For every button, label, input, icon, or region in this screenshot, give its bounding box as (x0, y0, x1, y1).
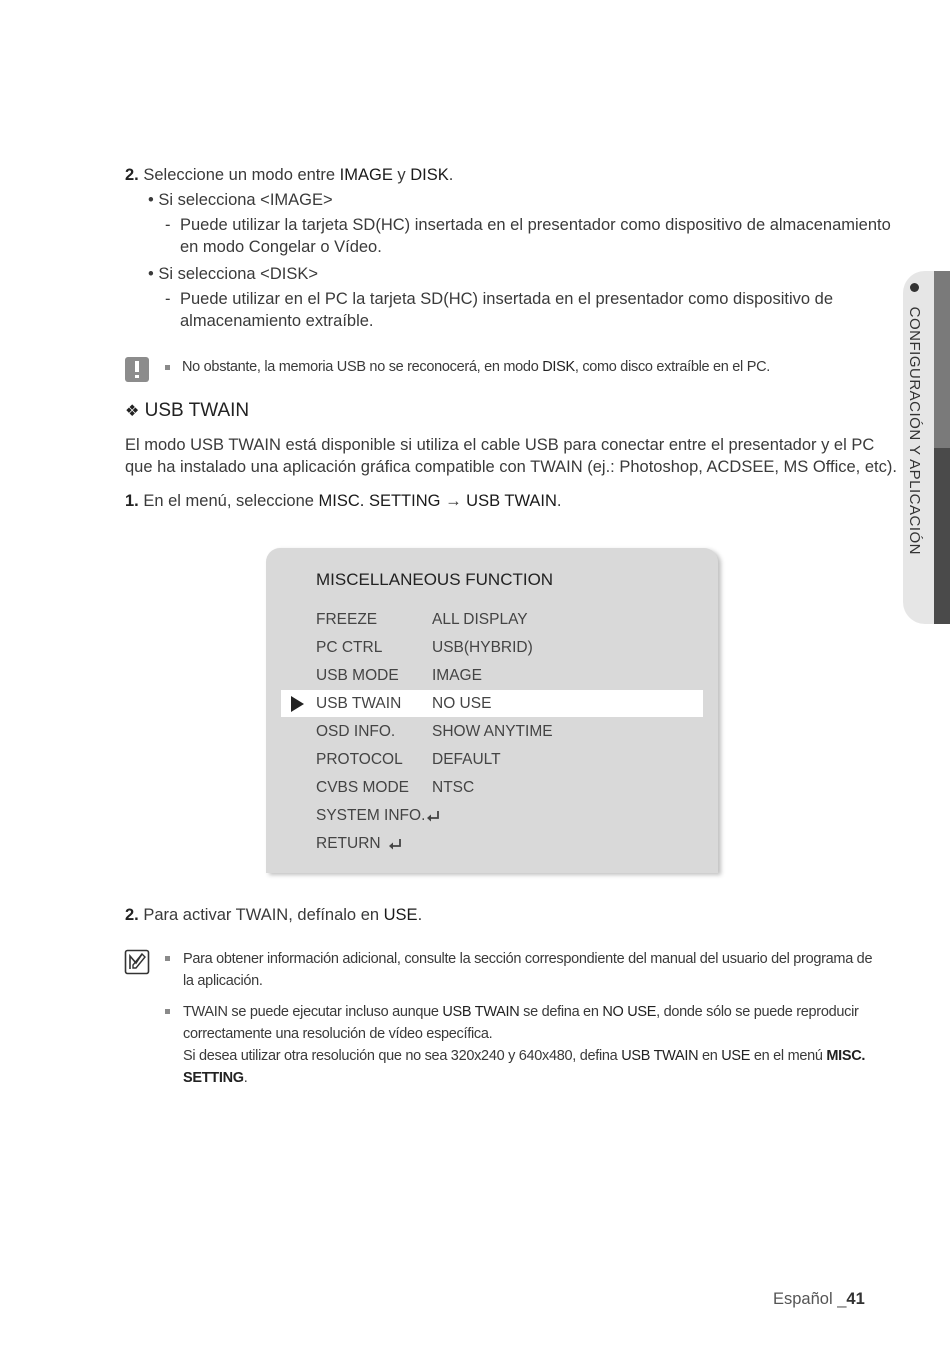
menu-row-freeze[interactable]: FREEZE ALL DISPLAY (316, 611, 528, 628)
menu-row-protocol[interactable]: PROTOCOL DEFAULT (316, 751, 501, 768)
selection-arrow-icon (291, 696, 304, 712)
bullet-image: • Si selecciona <IMAGE> (148, 191, 333, 209)
menu-title: MISCELLANEOUS FUNCTION (316, 570, 554, 589)
chapter-label: CONFIGURACIÓN Y APLICACIÓN (906, 283, 923, 555)
bullet-dot-icon (910, 283, 919, 292)
caution-note: No obstante, la memoria USB no se reconocerá, en modo DISK, como disco extraíble en el PC. (165, 356, 770, 378)
step-2-activate: 2. Para activar TWAIN, defínalo en USE. (125, 906, 423, 924)
arrow-right-icon: → (445, 492, 462, 510)
menu-row-usb-twain[interactable]: USB TWAIN NO USE (281, 690, 703, 717)
memo-note-icon (124, 949, 150, 980)
dash-item-disk: - Puede utilizar en el PC la tarjeta SD(HC) insertada en el presentador como dispositivo de almacenamiento extraíble. (165, 290, 833, 330)
section-description: El modo USB TWAIN está disponible si utiliza el cable USB para conectar entre el presentador y el PC que ha instalado una aplicación gráfica compatible con TWAIN (ej.: Photoshop, ACDSEE, MS Office, etc). (125, 436, 897, 476)
note-2: TWAIN se puede ejecutar incluso aunque USB TWAIN se defina en NO USE, donde sólo se puede reproducir correctamente una resolución de vídeo específica. Si desea utilizar otra resolución que no sea 320x240 y 640x480, defina USB TWAIN en USE en el menú MISC. SETTING. (165, 1001, 865, 1089)
menu-row-pc-ctrl[interactable]: PC CTRL USB(HYBRID) (316, 639, 533, 656)
bullet-disk: • Si selecciona <DISK> (148, 265, 318, 283)
menu-row-osd-info[interactable]: OSD INFO. SHOW ANYTIME (316, 723, 553, 740)
enter-icon (426, 810, 440, 824)
step-1: 1. En el menú, seleccione MISC. SETTING → USB TWAIN. (125, 492, 562, 510)
menu-row-usb-mode[interactable]: USB MODE IMAGE (316, 667, 482, 684)
side-tab-bar-active (934, 448, 950, 624)
page-footer: Español _41 (773, 1290, 865, 1308)
menu-row-cvbs-mode[interactable]: CVBS MODE NTSC (316, 779, 475, 796)
section-heading: ❖ USB TWAIN (125, 400, 250, 421)
menu-row-return[interactable]: RETURN (281, 830, 703, 857)
caution-icon (125, 357, 149, 382)
menu-row-system-info[interactable]: SYSTEM INFO. (281, 802, 703, 829)
dash-item-image: - Puede utilizar la tarjeta SD(HC) insertada en el presentador como dispositivo de almacenamiento en modo Congelar o Vídeo. (165, 216, 891, 256)
enter-icon (388, 838, 402, 852)
note-1: Para obtener información adicional, consulte la sección correspondiente del manual del usuario del programa de la aplicación. (165, 948, 872, 992)
misc-function-menu (266, 548, 718, 873)
step-2: 2. Seleccione un modo entre IMAGE y DISK. (125, 166, 454, 184)
section-symbol-icon: ❖ (125, 403, 140, 420)
